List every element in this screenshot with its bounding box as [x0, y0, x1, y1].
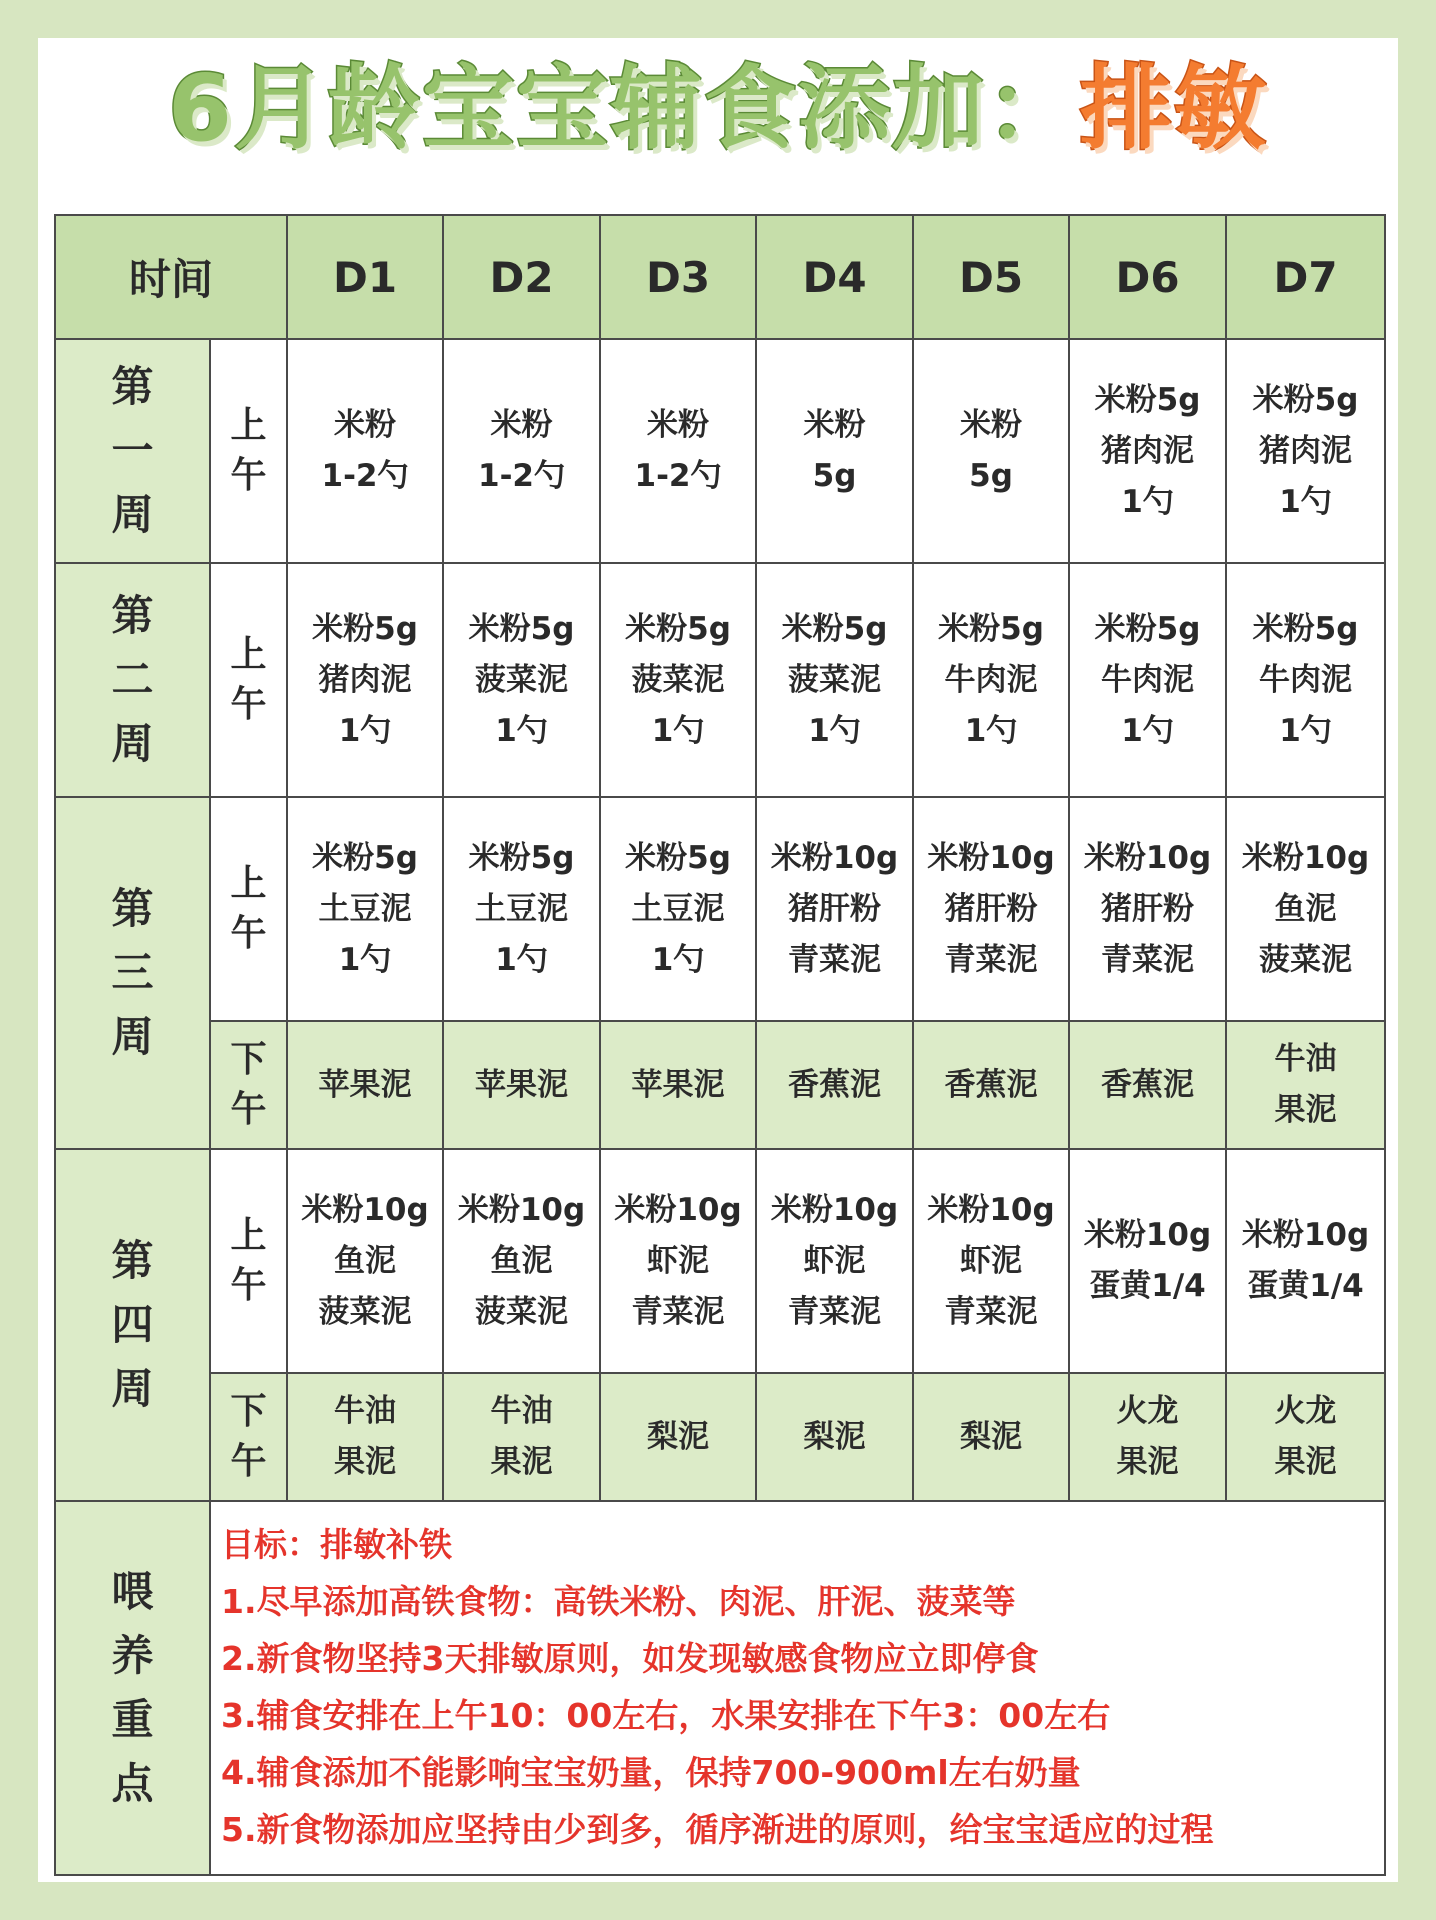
meal-line: 青菜泥 [788, 941, 882, 978]
week-label-char: 第 [111, 1236, 154, 1285]
meal-line: 1勺 [338, 712, 392, 749]
meal-line: 香蕉泥 [1101, 1066, 1195, 1103]
meal-line: 牛油 [490, 1393, 553, 1429]
meal-cell-pm [287, 1373, 443, 1501]
meal-line: 猪肉泥 [318, 661, 412, 698]
notes-label-char: 重 [111, 1695, 154, 1744]
meal-cell-am [913, 563, 1069, 797]
meal-line: 米粉 [647, 407, 710, 443]
meal-line: 1勺 [1279, 712, 1332, 749]
meal-cell-am [1069, 563, 1226, 797]
page-title [38, 55, 1398, 162]
meal-cell-pm [1069, 1021, 1226, 1149]
meal-line: 猪肉泥 [1101, 432, 1195, 469]
header-day-7: D7 [1226, 215, 1385, 339]
meal-cell-am [913, 797, 1069, 1021]
meal-line: 米粉10g [457, 1191, 586, 1228]
meal-line: 虾泥 [647, 1242, 710, 1279]
notes-label-char: 喂 [111, 1567, 154, 1616]
week-label-char: 周 [111, 719, 154, 768]
meal-line: 猪肝粉 [788, 890, 882, 927]
meal-line: 1勺 [808, 712, 861, 749]
slot-char: 上 [230, 634, 267, 675]
meal-cell-am [287, 563, 443, 797]
notes-label-char: 养 [111, 1631, 154, 1680]
meal-cell-am [600, 797, 756, 1021]
slot-afternoon [210, 1021, 287, 1149]
week-label [55, 339, 210, 563]
slot-char: 午 [230, 1265, 267, 1306]
meal-line: 米粉5g [312, 839, 418, 876]
meal-line: 香蕉泥 [788, 1066, 882, 1103]
meal-line: 米粉10g [301, 1191, 429, 1228]
meal-cell-pm [1069, 1373, 1226, 1501]
week-3-am-row [55, 797, 1385, 1021]
meal-cell-am [443, 563, 600, 797]
meal-cell-am [443, 797, 600, 1021]
slot-char: 下 [230, 1391, 267, 1432]
meal-line: 鱼泥 [1274, 890, 1337, 927]
meal-line: 1勺 [964, 712, 1018, 749]
meal-line: 果泥 [490, 1444, 553, 1480]
meal-line: 1勺 [495, 941, 548, 978]
header-day-6: D6 [1069, 215, 1226, 339]
meal-cell-pm [443, 1021, 600, 1149]
week-label-char: 二 [111, 655, 154, 704]
week-label-char: 周 [111, 490, 154, 539]
slot-char: 上 [230, 863, 267, 904]
week-label-text [56, 355, 209, 547]
meal-line: 青菜泥 [944, 1293, 1038, 1330]
meal-line: 果泥 [334, 1444, 397, 1480]
meal-line: 菠菜泥 [475, 1293, 569, 1330]
meal-line: 土豆泥 [318, 890, 412, 927]
meal-line: 1勺 [495, 712, 548, 749]
meal-line: 猪肝粉 [1101, 890, 1195, 927]
meal-cell-am [1226, 797, 1385, 1021]
meal-line: 1勺 [1279, 483, 1332, 520]
slot-char: 上 [230, 1215, 267, 1256]
header-day-1: D1 [287, 215, 443, 339]
slot-char: 上 [230, 405, 267, 446]
meal-line: 菠菜泥 [1259, 941, 1353, 978]
meal-line: 苹果泥 [475, 1066, 569, 1103]
meal-line: 米粉 [803, 407, 866, 443]
meal-line: 米粉10g [927, 1191, 1055, 1228]
meal-line: 果泥 [1274, 1092, 1337, 1128]
meal-line: 牛肉泥 [1101, 661, 1195, 698]
meal-line: 1-2勺 [321, 458, 409, 494]
slot-afternoon [210, 1373, 287, 1501]
slot-morning [210, 563, 287, 797]
notes-item: 4.辅食添加不能影响宝宝奶量，保持700-900ml左右奶量 [221, 1753, 1081, 1792]
meal-cell-am [756, 1149, 913, 1373]
meal-line: 米粉5g [625, 839, 731, 876]
slot-char: 下 [230, 1039, 267, 1080]
meal-cell-pm [913, 1021, 1069, 1149]
notes-label-char: 点 [111, 1759, 154, 1808]
feeding-schedule-table [54, 214, 1386, 1876]
week-4-am-row [55, 1149, 1385, 1373]
week-label-char: 一 [111, 426, 154, 475]
meal-line: 菠菜泥 [475, 661, 569, 698]
week-4-pm-row [55, 1373, 1385, 1501]
header-day-4: D4 [756, 215, 913, 339]
meal-cell-am [443, 339, 600, 563]
meal-line: 鱼泥 [334, 1242, 397, 1279]
week-label-char: 三 [111, 948, 154, 997]
meal-line: 1勺 [1121, 483, 1174, 520]
slot-morning [210, 1149, 287, 1373]
slot-char: 午 [230, 1441, 267, 1482]
meal-line: 米粉5g [312, 610, 418, 647]
meal-cell-am [1226, 339, 1385, 563]
meal-line: 牛肉泥 [944, 661, 1038, 698]
meal-line: 火龙 [1116, 1393, 1179, 1429]
meal-line: 米粉5g [468, 839, 575, 876]
meal-line: 青菜泥 [631, 1293, 725, 1330]
meal-line: 土豆泥 [631, 890, 725, 927]
week-label-char: 第 [111, 884, 154, 933]
meal-cell-pm [1226, 1021, 1385, 1149]
notes-label [55, 1501, 210, 1875]
meal-line: 米粉5g [1094, 610, 1201, 647]
meal-cell-pm [1226, 1373, 1385, 1501]
notes-goal: 目标：排敏补铁 [221, 1525, 452, 1564]
meal-line: 梨泥 [647, 1418, 710, 1455]
meal-cell-am [756, 339, 913, 563]
week-label-text [56, 584, 209, 776]
meal-line: 米粉5g [781, 610, 888, 647]
header-time-label: 时间 [55, 215, 287, 339]
meal-line: 牛油 [1274, 1041, 1337, 1077]
meal-line: 香蕉泥 [944, 1066, 1038, 1103]
meal-line: 牛肉泥 [1259, 661, 1353, 698]
meal-cell-am [756, 797, 913, 1021]
title-accent: 排敏 [1080, 55, 1269, 162]
meal-line: 米粉 [960, 407, 1023, 443]
title-main: 6月龄宝宝辅食添加： [167, 55, 1080, 162]
notes-item: 5.新食物添加应坚持由少到多，循序渐进的原则，给宝宝适应的过程 [221, 1810, 1214, 1849]
meal-cell-am [1069, 797, 1226, 1021]
meal-cell-am [600, 1149, 756, 1373]
week-3-pm-row [55, 1021, 1385, 1149]
meal-cell-am [287, 1149, 443, 1373]
meal-cell-am [1069, 1149, 1226, 1373]
meal-line: 虾泥 [803, 1242, 866, 1279]
week-1-am-row [55, 339, 1385, 563]
week-label-char: 周 [111, 1364, 154, 1413]
meal-cell-pm [600, 1373, 756, 1501]
meal-line: 米粉5g [1094, 381, 1201, 418]
meal-line: 果泥 [1274, 1444, 1337, 1480]
meal-line: 米粉 [490, 407, 553, 443]
week-label [55, 1149, 210, 1501]
week-label-char: 第 [111, 591, 154, 640]
meal-line: 米粉10g [1083, 839, 1212, 876]
meal-line: 1-2勺 [634, 458, 722, 494]
meal-line: 菠菜泥 [631, 661, 725, 698]
meal-line: 米粉10g [1083, 1217, 1212, 1253]
meal-line: 米粉10g [614, 1191, 742, 1228]
notes-row [55, 1501, 1385, 1875]
meal-line: 菠菜泥 [318, 1293, 412, 1330]
meal-cell-am [1069, 339, 1226, 563]
meal-line: 米粉5g [625, 610, 731, 647]
meal-line: 5g [812, 458, 857, 494]
meal-line: 米粉5g [1252, 610, 1359, 647]
meal-line: 土豆泥 [475, 890, 569, 927]
meal-cell-am [913, 1149, 1069, 1373]
meal-cell-am [600, 563, 756, 797]
meal-cell-pm [287, 1021, 443, 1149]
meal-cell-am [443, 1149, 600, 1373]
meal-line: 米粉10g [770, 839, 899, 876]
meal-cell-pm [443, 1373, 600, 1501]
meal-cell-am [600, 339, 756, 563]
meal-cell-am [913, 339, 1069, 563]
week-label-char: 周 [111, 1012, 154, 1061]
meal-line: 苹果泥 [631, 1066, 725, 1103]
meal-cell-pm [600, 1021, 756, 1149]
slot-char: 午 [230, 913, 267, 954]
header-day-2: D2 [443, 215, 600, 339]
meal-line: 米粉5g [938, 610, 1044, 647]
header-day-5: D5 [913, 215, 1069, 339]
meal-line: 苹果泥 [318, 1066, 412, 1103]
slot-char: 午 [230, 455, 267, 496]
meal-line: 米粉5g [468, 610, 575, 647]
meal-line: 1勺 [651, 712, 705, 749]
slot-char: 午 [230, 1089, 267, 1130]
meal-line: 鱼泥 [490, 1242, 553, 1279]
meal-line: 菠菜泥 [788, 661, 882, 698]
meal-line: 青菜泥 [1101, 941, 1195, 978]
meal-line: 蛋黄1/4 [1247, 1268, 1364, 1304]
meal-line: 米粉 [334, 407, 397, 443]
slot-morning [210, 339, 287, 563]
notes-item: 1.尽早添加高铁食物：高铁米粉、肉泥、肝泥、菠菜等 [221, 1582, 1016, 1621]
meal-line: 米粉5g [1252, 381, 1359, 418]
notes-item: 3.辅食安排在上午10：00左右，水果安排在下午3：00左右 [221, 1696, 1111, 1735]
week-label [55, 797, 210, 1149]
meal-line: 5g [969, 458, 1013, 494]
week-label-char: 四 [111, 1300, 154, 1349]
week-label-char: 第 [111, 362, 154, 411]
meal-line: 虾泥 [960, 1242, 1023, 1279]
meal-cell-am [1226, 1149, 1385, 1373]
meal-line: 米粉10g [1241, 839, 1370, 876]
meal-line: 1勺 [1121, 712, 1174, 749]
meal-line: 果泥 [1116, 1444, 1179, 1480]
meal-line: 火龙 [1274, 1393, 1337, 1429]
slot-morning [210, 797, 287, 1021]
header-day-3: D3 [600, 215, 756, 339]
meal-line: 1-2勺 [478, 458, 566, 494]
meal-line: 米粉10g [927, 839, 1055, 876]
meal-cell-am [287, 339, 443, 563]
week-label-text [56, 1229, 209, 1421]
meal-cell-pm [756, 1021, 913, 1149]
week-2-am-row [55, 563, 1385, 797]
meal-cell-pm [913, 1373, 1069, 1501]
notes-content [210, 1501, 1385, 1875]
meal-line: 米粉10g [1241, 1217, 1370, 1253]
meal-line: 米粉10g [770, 1191, 899, 1228]
meal-line: 梨泥 [803, 1418, 866, 1455]
meal-cell-am [1226, 563, 1385, 797]
notes-item: 2.新食物坚持3天排敏原则，如发现敏感食物应立即停食 [221, 1639, 1039, 1678]
meal-line: 1勺 [651, 941, 705, 978]
week-label [55, 563, 210, 797]
meal-cell-pm [756, 1373, 913, 1501]
meal-line: 猪肝粉 [944, 890, 1038, 927]
week-label-text [56, 877, 209, 1069]
meal-line: 梨泥 [960, 1418, 1023, 1455]
meal-line: 猪肉泥 [1259, 432, 1353, 469]
meal-line: 青菜泥 [788, 1293, 882, 1330]
meal-cell-am [756, 563, 913, 797]
meal-line: 蛋黄1/4 [1089, 1268, 1206, 1304]
meal-line: 1勺 [338, 941, 392, 978]
meal-line: 牛油 [334, 1393, 397, 1429]
slot-char: 午 [230, 684, 267, 725]
header-row [55, 215, 1385, 339]
meal-cell-am [287, 797, 443, 1021]
meal-line: 青菜泥 [944, 941, 1038, 978]
